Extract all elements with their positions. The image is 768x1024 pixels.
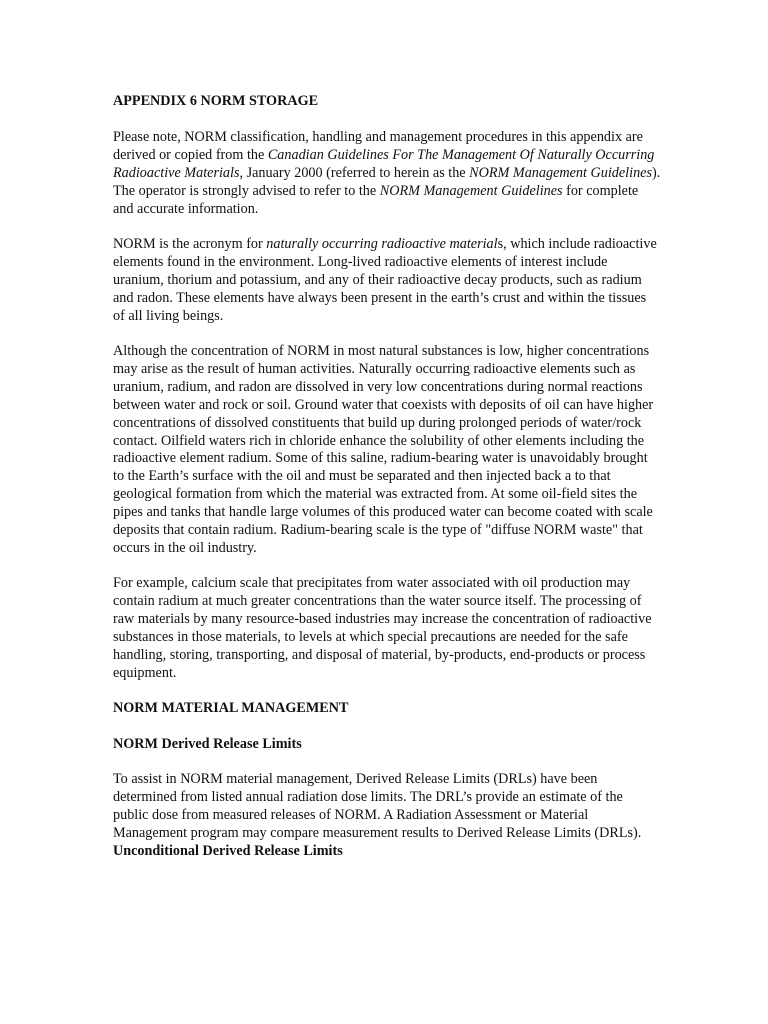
concentration-paragraph: Although the concentration of NORM in most natural substances is low, higher concentrations may arise as the result of human activities. Naturally occurring radioactive elements such as uranium, radium, and radon are dissolved in very low concentrations during normal reactions between water and rock or soil. Ground water that coexists with deposits of oil can have higher concentrations of dissolved constituents that build up during prolonged periods of water/rock contact. Oilfield waters rich in chloride enhance the solubility of other elements including the radioactive element radium. Some of this saline, radium-bearing water is unavoidably brought to the Earth’s surface with the oil and must be separated and then injected back a to that geological formation from which the material was extracted from. At some oil-field sites the pipes and tanks that handle large volumes of this produced water can become coated with scale deposits that contain radium. Radium-bearing scale is the type of "diffuse NORM waste" that occurs in the oil industry.	[113, 342, 654, 556]
guidelines-short-name-italic: NORM Management Guidelines	[469, 164, 652, 181]
spacer	[113, 754, 661, 772]
drl-paragraph: To assist in NORM material management, Derived Release Limits (DRLs) have been determined from listed annual radiation dose limits. The DRL’s provide an estimate of the public dose from measured releases of NORM. A Radiation Assessment or Material Management program may compare measurement results to Derived Release Limits (DRLs).	[113, 771, 642, 841]
guidelines-title-italic: Canadian Guidelines For The Management Of Naturally Occurring Radioactive Materials	[113, 146, 655, 181]
guidelines-short-name-italic-2: NORM Management Guidelines	[379, 182, 563, 199]
appendix-title: APPENDIX 6 NORM STORAGE	[113, 93, 319, 109]
spacer	[113, 325, 661, 343]
subsection-heading-drl: NORM Derived Release Limits	[113, 735, 302, 752]
intro-text-4: for complete and accurate information.	[113, 182, 639, 217]
section-heading-material-management: NORM MATERIAL MANAGEMENT	[113, 700, 349, 717]
definition-text-1: NORM is the acronym for	[113, 235, 267, 252]
intro-text-1: Please note, NORM classification, handling and management procedures in this appendix are derived or copied from the	[113, 128, 643, 163]
spacer	[113, 218, 661, 236]
example-paragraph: For example, calcium scale that precipitates from water associated with oil production may contain radium at much greater concentrations than the water source itself. The processing of raw materials by many resource-based industries may increase the concentration of radioactive substances in those materials, to levels at which special precautions are needed for the safe handling, storing, transporting, and disposal of material, by-products, end-products or process equipment.	[113, 575, 652, 681]
spacer	[113, 683, 661, 701]
norm-expansion-italic: naturally occurring radioactive material	[266, 235, 498, 252]
definition-text-2: s, which include radioactive elements found in the environment. Long-lived radioactive elements of interest include uranium, thorium and potassium, and any of their radioactive decay products, such as radium and radon. These elements have always been present in the earth’s crust and within the tissues of all living beings.	[113, 235, 657, 324]
norm-definition-paragraph	[113, 236, 661, 326]
spacer	[113, 558, 661, 576]
intro-text-3: ). The operator is strongly advised to refer to the	[113, 164, 661, 199]
intro-paragraph	[113, 129, 661, 219]
intro-text-2: , January 2000 (referred to herein as the	[239, 164, 470, 181]
document-page	[113, 93, 661, 861]
subsection-heading-unconditional-drl: Unconditional Derived Release Limits	[113, 842, 343, 859]
spacer	[113, 718, 661, 736]
spacer	[113, 111, 661, 129]
